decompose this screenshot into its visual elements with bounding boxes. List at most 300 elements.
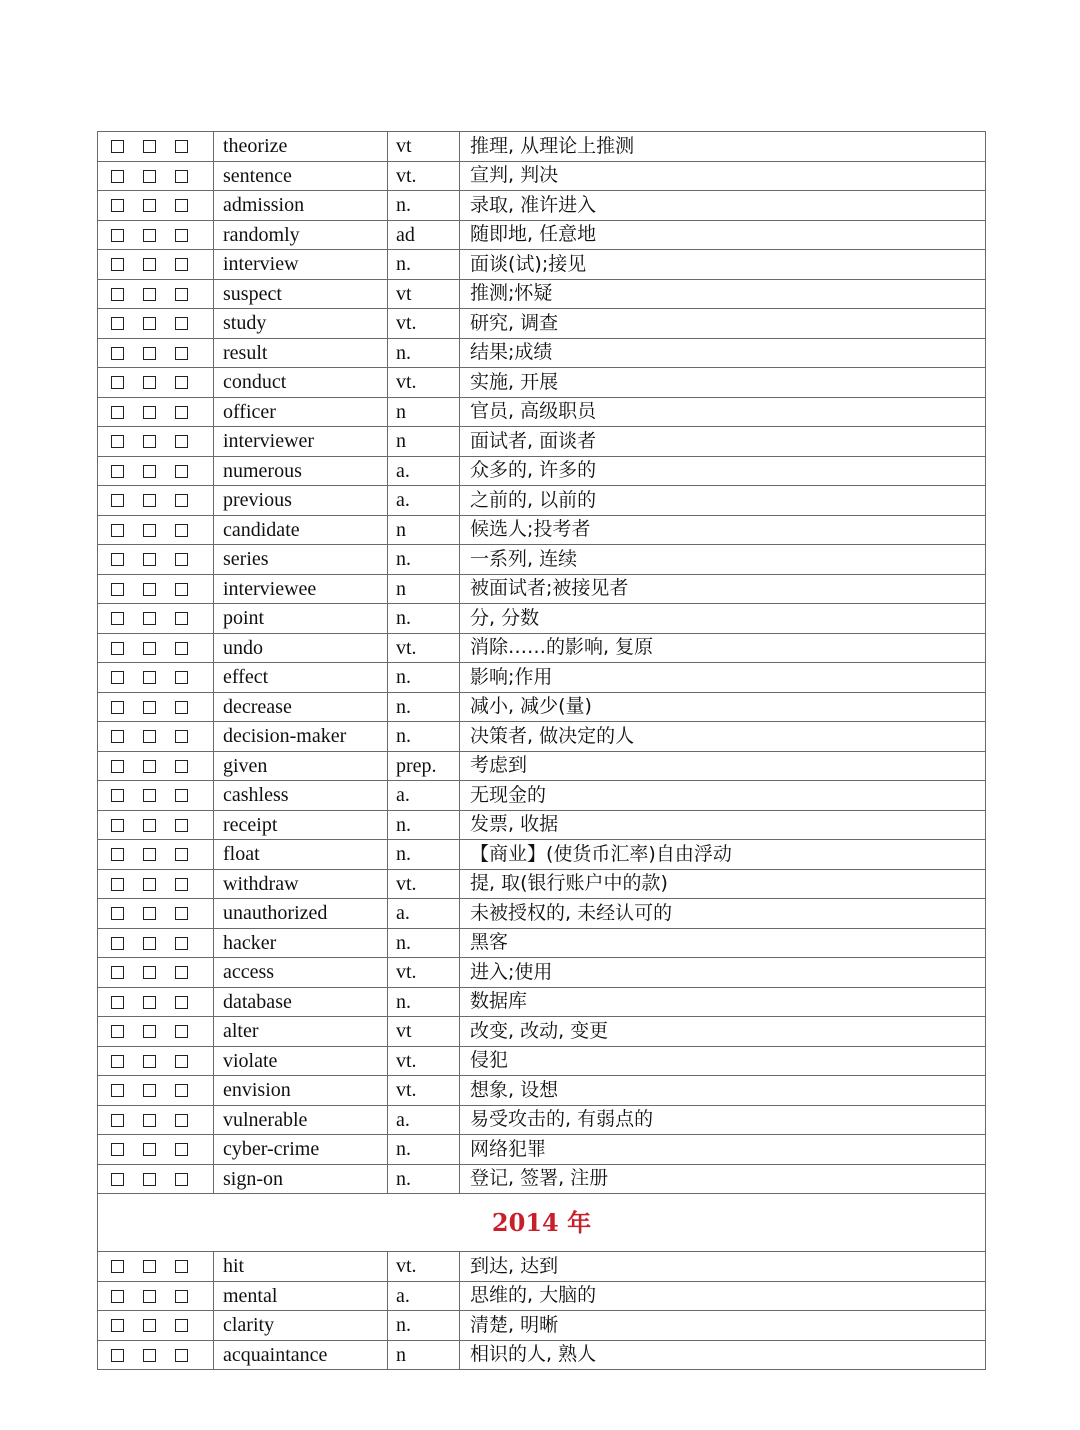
- review-checkbox-2[interactable]: [143, 553, 156, 566]
- table-row: [98, 928, 986, 958]
- definition-cell: 一系列, 连续: [460, 545, 986, 575]
- review-checkbox-1[interactable]: [111, 465, 124, 478]
- review-checkbox-3[interactable]: [175, 1173, 188, 1186]
- definition-cell: 面试者, 面谈者: [460, 427, 986, 457]
- review-checkbox-1[interactable]: [111, 789, 124, 802]
- word-cell: previous: [214, 486, 388, 516]
- table-row: [98, 663, 986, 693]
- review-checkbox-3[interactable]: [175, 1349, 188, 1362]
- word-cell: withdraw: [214, 869, 388, 899]
- checkbox-group: [98, 456, 214, 486]
- review-checkbox-2[interactable]: [143, 494, 156, 507]
- review-checkbox-3[interactable]: [175, 435, 188, 448]
- checkbox-group: [98, 368, 214, 398]
- review-checkbox-3[interactable]: [175, 199, 188, 212]
- table-row: [98, 1046, 986, 1076]
- definition-cell: 想象, 设想: [460, 1076, 986, 1106]
- table-row: [98, 633, 986, 663]
- part-of-speech-cell: n: [388, 515, 460, 545]
- review-checkbox-2[interactable]: [143, 288, 156, 301]
- review-checkbox-2[interactable]: [143, 789, 156, 802]
- review-checkbox-3[interactable]: [175, 1290, 188, 1303]
- word-cell: point: [214, 604, 388, 634]
- review-checkbox-3[interactable]: [175, 494, 188, 507]
- review-checkbox-2[interactable]: [143, 1319, 156, 1332]
- review-checkbox-2[interactable]: [143, 1114, 156, 1127]
- review-checkbox-1[interactable]: [111, 1349, 124, 1362]
- review-checkbox-2[interactable]: [143, 1349, 156, 1362]
- word-cell: cashless: [214, 781, 388, 811]
- definition-cell: 侵犯: [460, 1046, 986, 1076]
- review-checkbox-2[interactable]: [143, 701, 156, 714]
- checkbox-group: [98, 1311, 214, 1341]
- review-checkbox-2[interactable]: [143, 1025, 156, 1038]
- definition-cell: 进入;使用: [460, 958, 986, 988]
- review-checkbox-2[interactable]: [143, 730, 156, 743]
- table-row: [98, 1164, 986, 1194]
- word-cell: cyber-crime: [214, 1135, 388, 1165]
- word-cell: hacker: [214, 928, 388, 958]
- review-checkbox-1[interactable]: [111, 170, 124, 183]
- review-checkbox-3[interactable]: [175, 642, 188, 655]
- review-checkbox-1[interactable]: [111, 1025, 124, 1038]
- checkbox-group: [98, 338, 214, 368]
- definition-cell: 被面试者;被接见者: [460, 574, 986, 604]
- definition-cell: 实施, 开展: [460, 368, 986, 398]
- part-of-speech-cell: n: [388, 1340, 460, 1370]
- part-of-speech-cell: vt.: [388, 1076, 460, 1106]
- word-cell: acquaintance: [214, 1340, 388, 1370]
- definition-cell: 之前的, 以前的: [460, 486, 986, 516]
- part-of-speech-cell: n.: [388, 810, 460, 840]
- part-of-speech-cell: vt: [388, 279, 460, 309]
- definition-cell: 数据库: [460, 987, 986, 1017]
- part-of-speech-cell: vt.: [388, 161, 460, 191]
- review-checkbox-3[interactable]: [175, 465, 188, 478]
- review-checkbox-1[interactable]: [111, 258, 124, 271]
- review-checkbox-1[interactable]: [111, 819, 124, 832]
- definition-cell: 随即地, 任意地: [460, 220, 986, 250]
- checkbox-group: [98, 220, 214, 250]
- review-checkbox-3[interactable]: [175, 819, 188, 832]
- review-checkbox-1[interactable]: [111, 730, 124, 743]
- definition-cell: 登记, 签署, 注册: [460, 1164, 986, 1194]
- review-checkbox-1[interactable]: [111, 494, 124, 507]
- review-checkbox-3[interactable]: [175, 376, 188, 389]
- review-checkbox-3[interactable]: [175, 288, 188, 301]
- review-checkbox-3[interactable]: [175, 937, 188, 950]
- part-of-speech-cell: vt.: [388, 869, 460, 899]
- review-checkbox-1[interactable]: [111, 317, 124, 330]
- review-checkbox-1[interactable]: [111, 612, 124, 625]
- definition-cell: 相识的人, 熟人: [460, 1340, 986, 1370]
- definition-cell: 到达, 达到: [460, 1252, 986, 1282]
- checkbox-group: [98, 928, 214, 958]
- word-cell: alter: [214, 1017, 388, 1047]
- review-checkbox-2[interactable]: [143, 1055, 156, 1068]
- review-checkbox-1[interactable]: [111, 524, 124, 537]
- word-cell: series: [214, 545, 388, 575]
- definition-cell: 消除……的影响, 复原: [460, 633, 986, 663]
- definition-cell: 提, 取(银行账户中的款): [460, 869, 986, 899]
- part-of-speech-cell: vt.: [388, 309, 460, 339]
- part-of-speech-cell: a.: [388, 1281, 460, 1311]
- year-heading: 2014 年: [98, 1194, 986, 1252]
- word-cell: given: [214, 751, 388, 781]
- definition-cell: 【商业】(使货币汇率)自由浮动: [460, 840, 986, 870]
- review-checkbox-1[interactable]: [111, 937, 124, 950]
- review-checkbox-1[interactable]: [111, 996, 124, 1009]
- review-checkbox-2[interactable]: [143, 435, 156, 448]
- checkbox-group: [98, 722, 214, 752]
- table-row: [98, 1135, 986, 1165]
- checkbox-group: [98, 397, 214, 427]
- table-row: [98, 810, 986, 840]
- review-checkbox-3[interactable]: [175, 317, 188, 330]
- review-checkbox-1[interactable]: [111, 848, 124, 861]
- word-cell: suspect: [214, 279, 388, 309]
- part-of-speech-cell: n: [388, 574, 460, 604]
- checkbox-group: [98, 1017, 214, 1047]
- word-cell: undo: [214, 633, 388, 663]
- checkbox-group: [98, 574, 214, 604]
- word-cell: study: [214, 309, 388, 339]
- table-row: [98, 899, 986, 929]
- table-row: [98, 1311, 986, 1341]
- review-checkbox-1[interactable]: [111, 553, 124, 566]
- review-checkbox-2[interactable]: [143, 524, 156, 537]
- review-checkbox-1[interactable]: [111, 701, 124, 714]
- review-checkbox-3[interactable]: [175, 524, 188, 537]
- part-of-speech-cell: n.: [388, 545, 460, 575]
- word-cell: database: [214, 987, 388, 1017]
- table-row: [98, 309, 986, 339]
- checkbox-group: [98, 840, 214, 870]
- table-row: [98, 1340, 986, 1370]
- review-checkbox-3[interactable]: [175, 701, 188, 714]
- review-checkbox-2[interactable]: [143, 317, 156, 330]
- checkbox-group: [98, 692, 214, 722]
- review-checkbox-2[interactable]: [143, 848, 156, 861]
- definition-cell: 发票, 收据: [460, 810, 986, 840]
- checkbox-group: [98, 132, 214, 162]
- definition-cell: 录取, 准许进入: [460, 191, 986, 221]
- review-checkbox-2[interactable]: [143, 966, 156, 979]
- part-of-speech-cell: n.: [388, 604, 460, 634]
- word-cell: unauthorized: [214, 899, 388, 929]
- review-checkbox-3[interactable]: [175, 140, 188, 153]
- word-cell: interviewee: [214, 574, 388, 604]
- review-checkbox-2[interactable]: [143, 1143, 156, 1156]
- review-checkbox-2[interactable]: [143, 612, 156, 625]
- review-checkbox-3[interactable]: [175, 907, 188, 920]
- checkbox-group: [98, 869, 214, 899]
- checkbox-group: [98, 958, 214, 988]
- table-row: [98, 456, 986, 486]
- table-row: [98, 1105, 986, 1135]
- part-of-speech-cell: n.: [388, 250, 460, 280]
- table-row: [98, 1076, 986, 1106]
- checkbox-group: [98, 250, 214, 280]
- review-checkbox-3[interactable]: [175, 406, 188, 419]
- review-checkbox-1[interactable]: [111, 642, 124, 655]
- review-checkbox-3[interactable]: [175, 760, 188, 773]
- part-of-speech-cell: n.: [388, 722, 460, 752]
- part-of-speech-cell: vt: [388, 1017, 460, 1047]
- checkbox-group: [98, 633, 214, 663]
- word-cell: candidate: [214, 515, 388, 545]
- part-of-speech-cell: a.: [388, 456, 460, 486]
- review-checkbox-3[interactable]: [175, 583, 188, 596]
- review-checkbox-3[interactable]: [175, 258, 188, 271]
- definition-cell: 推理, 从理论上推测: [460, 132, 986, 162]
- review-checkbox-1[interactable]: [111, 406, 124, 419]
- definition-cell: 无现金的: [460, 781, 986, 811]
- review-checkbox-3[interactable]: [175, 1025, 188, 1038]
- definition-cell: 考虑到: [460, 751, 986, 781]
- table-row: [98, 132, 986, 162]
- checkbox-group: [98, 427, 214, 457]
- review-checkbox-3[interactable]: [175, 553, 188, 566]
- word-cell: admission: [214, 191, 388, 221]
- review-checkbox-2[interactable]: [143, 642, 156, 655]
- word-cell: vulnerable: [214, 1105, 388, 1135]
- part-of-speech-cell: a.: [388, 486, 460, 516]
- part-of-speech-cell: ad: [388, 220, 460, 250]
- checkbox-group: [98, 515, 214, 545]
- table-row: [98, 427, 986, 457]
- review-checkbox-1[interactable]: [111, 760, 124, 773]
- review-checkbox-2[interactable]: [143, 465, 156, 478]
- definition-cell: 结果;成绩: [460, 338, 986, 368]
- review-checkbox-3[interactable]: [175, 789, 188, 802]
- definition-cell: 减小, 减少(量): [460, 692, 986, 722]
- table-row: [98, 279, 986, 309]
- definition-cell: 黑客: [460, 928, 986, 958]
- part-of-speech-cell: vt.: [388, 368, 460, 398]
- checkbox-group: [98, 191, 214, 221]
- part-of-speech-cell: a.: [388, 781, 460, 811]
- table-row: [98, 1281, 986, 1311]
- definition-cell: 推测;怀疑: [460, 279, 986, 309]
- review-checkbox-1[interactable]: [111, 966, 124, 979]
- word-cell: hit: [214, 1252, 388, 1282]
- definition-cell: 网络犯罪: [460, 1135, 986, 1165]
- part-of-speech-cell: n.: [388, 1135, 460, 1165]
- checkbox-group: [98, 604, 214, 634]
- part-of-speech-cell: n.: [388, 928, 460, 958]
- review-checkbox-3[interactable]: [175, 996, 188, 1009]
- table-row: [98, 515, 986, 545]
- part-of-speech-cell: a.: [388, 1105, 460, 1135]
- word-cell: effect: [214, 663, 388, 693]
- checkbox-group: [98, 899, 214, 929]
- review-checkbox-3[interactable]: [175, 966, 188, 979]
- table-row: [98, 722, 986, 752]
- word-cell: clarity: [214, 1311, 388, 1341]
- word-cell: mental: [214, 1281, 388, 1311]
- checkbox-group: [98, 1340, 214, 1370]
- word-cell: sentence: [214, 161, 388, 191]
- review-checkbox-1[interactable]: [111, 376, 124, 389]
- review-checkbox-1[interactable]: [111, 671, 124, 684]
- review-checkbox-3[interactable]: [175, 170, 188, 183]
- review-checkbox-2[interactable]: [143, 1290, 156, 1303]
- review-checkbox-1[interactable]: [111, 199, 124, 212]
- review-checkbox-2[interactable]: [143, 347, 156, 360]
- review-checkbox-3[interactable]: [175, 1143, 188, 1156]
- table-row: [98, 869, 986, 899]
- word-cell: randomly: [214, 220, 388, 250]
- part-of-speech-cell: vt.: [388, 633, 460, 663]
- table-row: [98, 161, 986, 191]
- table-row: [98, 1252, 986, 1282]
- word-cell: officer: [214, 397, 388, 427]
- word-cell: decrease: [214, 692, 388, 722]
- review-checkbox-3[interactable]: [175, 1319, 188, 1332]
- definition-cell: 官员, 高级职员: [460, 397, 986, 427]
- checkbox-group: [98, 545, 214, 575]
- definition-cell: 众多的, 许多的: [460, 456, 986, 486]
- review-checkbox-2[interactable]: [143, 140, 156, 153]
- review-checkbox-1[interactable]: [111, 1319, 124, 1332]
- definition-cell: 决策者, 做决定的人: [460, 722, 986, 752]
- review-checkbox-2[interactable]: [143, 406, 156, 419]
- part-of-speech-cell: vt.: [388, 1046, 460, 1076]
- word-cell: numerous: [214, 456, 388, 486]
- word-cell: conduct: [214, 368, 388, 398]
- word-cell: float: [214, 840, 388, 870]
- word-cell: decision-maker: [214, 722, 388, 752]
- review-checkbox-1[interactable]: [111, 229, 124, 242]
- review-checkbox-2[interactable]: [143, 819, 156, 832]
- review-checkbox-2[interactable]: [143, 258, 156, 271]
- review-checkbox-2[interactable]: [143, 760, 156, 773]
- checkbox-group: [98, 1046, 214, 1076]
- review-checkbox-3[interactable]: [175, 1084, 188, 1097]
- word-cell: result: [214, 338, 388, 368]
- review-checkbox-1[interactable]: [111, 1084, 124, 1097]
- part-of-speech-cell: n.: [388, 191, 460, 221]
- review-checkbox-2[interactable]: [143, 1084, 156, 1097]
- review-checkbox-1[interactable]: [111, 1114, 124, 1127]
- part-of-speech-cell: n.: [388, 692, 460, 722]
- table-row: [98, 545, 986, 575]
- review-checkbox-1[interactable]: [111, 1260, 124, 1273]
- review-checkbox-2[interactable]: [143, 937, 156, 950]
- review-checkbox-2[interactable]: [143, 878, 156, 891]
- table-row: [98, 604, 986, 634]
- review-checkbox-1[interactable]: [111, 140, 124, 153]
- checkbox-group: [98, 810, 214, 840]
- review-checkbox-3[interactable]: [175, 848, 188, 861]
- table-row: [98, 781, 986, 811]
- review-checkbox-2[interactable]: [143, 170, 156, 183]
- word-cell: sign-on: [214, 1164, 388, 1194]
- review-checkbox-2[interactable]: [143, 199, 156, 212]
- review-checkbox-3[interactable]: [175, 671, 188, 684]
- part-of-speech-cell: n.: [388, 1311, 460, 1341]
- review-checkbox-1[interactable]: [111, 1143, 124, 1156]
- review-checkbox-1[interactable]: [111, 347, 124, 360]
- review-checkbox-2[interactable]: [143, 1260, 156, 1273]
- review-checkbox-1[interactable]: [111, 907, 124, 920]
- definition-cell: 研究, 调查: [460, 309, 986, 339]
- review-checkbox-2[interactable]: [143, 583, 156, 596]
- word-cell: interviewer: [214, 427, 388, 457]
- review-checkbox-1[interactable]: [111, 288, 124, 301]
- checkbox-group: [98, 781, 214, 811]
- part-of-speech-cell: vt.: [388, 958, 460, 988]
- checkbox-group: [98, 1135, 214, 1165]
- checkbox-group: [98, 309, 214, 339]
- word-cell: access: [214, 958, 388, 988]
- table-row: [98, 574, 986, 604]
- table-row: [98, 250, 986, 280]
- word-cell: theorize: [214, 132, 388, 162]
- review-checkbox-2[interactable]: [143, 671, 156, 684]
- review-checkbox-2[interactable]: [143, 376, 156, 389]
- checkbox-group: [98, 751, 214, 781]
- checkbox-group: [98, 1281, 214, 1311]
- word-cell: violate: [214, 1046, 388, 1076]
- word-cell: interview: [214, 250, 388, 280]
- review-checkbox-2[interactable]: [143, 1173, 156, 1186]
- review-checkbox-2[interactable]: [143, 996, 156, 1009]
- table-row: [98, 840, 986, 870]
- review-checkbox-1[interactable]: [111, 1055, 124, 1068]
- table-row: [98, 958, 986, 988]
- review-checkbox-1[interactable]: [111, 1290, 124, 1303]
- table-row: [98, 338, 986, 368]
- review-checkbox-1[interactable]: [111, 435, 124, 448]
- review-checkbox-3[interactable]: [175, 1260, 188, 1273]
- table-row: [98, 220, 986, 250]
- word-cell: receipt: [214, 810, 388, 840]
- review-checkbox-2[interactable]: [143, 907, 156, 920]
- review-checkbox-3[interactable]: [175, 612, 188, 625]
- table-row: [98, 191, 986, 221]
- review-checkbox-3[interactable]: [175, 878, 188, 891]
- review-checkbox-1[interactable]: [111, 583, 124, 596]
- vocabulary-table: [97, 131, 986, 1370]
- review-checkbox-3[interactable]: [175, 1114, 188, 1127]
- review-checkbox-3[interactable]: [175, 1055, 188, 1068]
- definition-cell: 未被授权的, 未经认可的: [460, 899, 986, 929]
- definition-cell: 分, 分数: [460, 604, 986, 634]
- table-row: [98, 1017, 986, 1047]
- part-of-speech-cell: vt.: [388, 1252, 460, 1282]
- part-of-speech-cell: n.: [388, 338, 460, 368]
- checkbox-group: [98, 279, 214, 309]
- review-checkbox-1[interactable]: [111, 1173, 124, 1186]
- part-of-speech-cell: a.: [388, 899, 460, 929]
- review-checkbox-3[interactable]: [175, 347, 188, 360]
- definition-cell: 面谈(试);接见: [460, 250, 986, 280]
- part-of-speech-cell: n.: [388, 1164, 460, 1194]
- definition-cell: 改变, 改动, 变更: [460, 1017, 986, 1047]
- table-row: [98, 692, 986, 722]
- definition-cell: 影响;作用: [460, 663, 986, 693]
- review-checkbox-1[interactable]: [111, 878, 124, 891]
- review-checkbox-3[interactable]: [175, 229, 188, 242]
- checkbox-group: [98, 987, 214, 1017]
- definition-cell: 宣判, 判决: [460, 161, 986, 191]
- table-row: [98, 397, 986, 427]
- review-checkbox-2[interactable]: [143, 229, 156, 242]
- definition-cell: 清楚, 明晰: [460, 1311, 986, 1341]
- review-checkbox-3[interactable]: [175, 730, 188, 743]
